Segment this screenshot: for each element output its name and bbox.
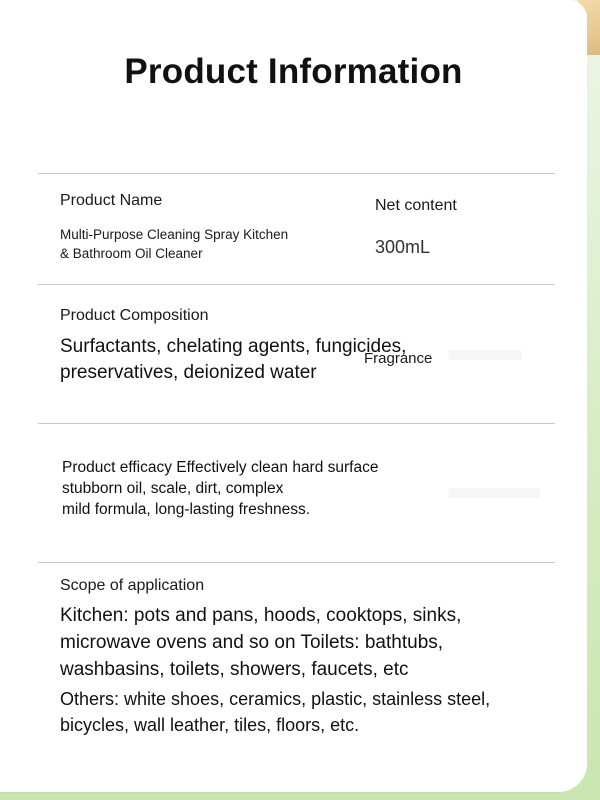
faint-trace-2 bbox=[448, 488, 540, 498]
divider-2 bbox=[38, 284, 555, 285]
scope-line3: washbasins, toilets, showers, faucets, etc bbox=[60, 659, 409, 680]
fragrance-label: Fragrance bbox=[364, 350, 433, 367]
composition-label: Product Composition bbox=[60, 307, 209, 324]
composition-line2: preservatives, deionized water bbox=[60, 362, 317, 383]
scope-line4: Others: white shoes, ceramics, plastic, stainless steel, bbox=[60, 689, 491, 709]
divider-3 bbox=[38, 423, 555, 424]
divider-1 bbox=[38, 173, 555, 174]
efficacy-line1: Product efficacy Effectively clean hard surface bbox=[62, 459, 379, 476]
scope-line5: bicycles, wall leather, tiles, floors, etc. bbox=[60, 715, 360, 735]
efficacy-line2: stubborn oil, scale, dirt, complex bbox=[62, 480, 284, 497]
page-title: Product Information bbox=[124, 52, 463, 91]
divider-4 bbox=[38, 562, 555, 563]
composition-line1: Surfactants, chelating agents, fungicides, bbox=[60, 336, 407, 357]
product-name-value-line2: & Bathroom Oil Cleaner bbox=[60, 246, 203, 261]
product-name-label: Product Name bbox=[60, 192, 163, 209]
efficacy-line3: mild formula, long-lasting freshness. bbox=[62, 501, 311, 518]
net-content-label: Net content bbox=[375, 197, 457, 214]
scope-label: Scope of application bbox=[60, 577, 205, 594]
scope-line2: microwave ovens and so on Toilets: bathtubs, bbox=[60, 632, 444, 653]
faint-trace bbox=[448, 350, 522, 360]
net-content-value: 300mL bbox=[375, 237, 431, 257]
scope-line1: Kitchen: pots and pans, hoods, cooktops, sinks, bbox=[60, 605, 462, 626]
product-name-value-line1: Multi-Purpose Cleaning Spray Kitchen bbox=[60, 227, 289, 242]
